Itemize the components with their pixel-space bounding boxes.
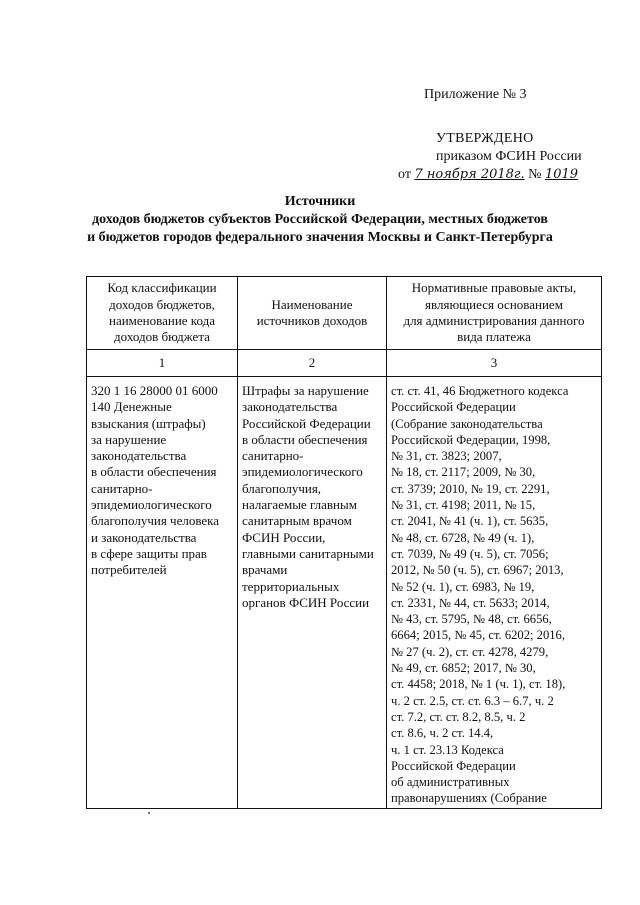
header-cell-name: Наименование источников доходов <box>238 277 387 350</box>
cell-income-source-name: Штрафы за нарушение законодательства Российской Федерации в области обеспечения санитарно- эпидемиологического благополучия, налагаемые главным санитарным врачом ФСИН России, главными санитарными врачами территориальных органов ФСИН России <box>238 377 387 809</box>
order-reference: приказом ФСИН России <box>436 149 582 164</box>
number-prefix: № <box>528 167 542 182</box>
scan-speck <box>148 812 150 814</box>
order-date-line <box>398 166 578 183</box>
approved-stamp-label: УТВЕРЖДЕНО <box>436 131 534 146</box>
title-line-1: Источники <box>284 194 356 209</box>
income-sources-table <box>86 276 602 809</box>
header-cell-code: Код классификации доходов бюджетов, наименование кода доходов бюджета <box>87 277 238 350</box>
column-number-3: 3 <box>387 350 602 377</box>
column-number-1: 1 <box>87 350 238 377</box>
cell-classification-code: 320 1 16 28000 01 6000 140 Денежные взыскания (штрафы) за нарушение законодательства в области обеспечения санитарно- эпидемиологического благополучия человека и законодательства в сфере защиты прав потребителей <box>87 377 238 809</box>
column-number-2: 2 <box>238 350 387 377</box>
header-cell-acts: Нормативные правовые акты, являющиеся основанием для администрирования данного вида платежа <box>387 277 602 350</box>
cell-legal-acts: ст. ст. 41, 46 Бюджетного кодекса Российской Федерации (Собрание законодательства Российской Федерации, 1998, № 31, ст. 3823; 2007, № 18, ст. 2117; 2009, № 30, ст. 3739; 2010, № 19, ст. 2291, № 31, ст. 4198; 2011, № 15, ст. 2041, № 41 (ч. 1), ст. 5635, № 48, ст. 6728, № 49 (ч. 1), ст. 7039, № 49 (ч. 5), ст. 7056; 2012, № 50 (ч. 5), ст. 6967; 2013, № 52 (ч. 1), ст. 6983, № 19, ст. 2331, № 44, ст. 5633; 2014, № 43, ст. 5795, № 48, ст. 6656, 6664; 2015, № 45, ст. 6202; 2016, № 27 (ч. 2), ст. ст. 4278, 4279, № 49, ст. 6852; 2017, № 30, ст. 4458; 2018, № 1 (ч. 1), ст. 18), ч. 2 ст. 2.5, ст. ст. 6.3 – 6.7, ч. 2 ст. 7.2, ст. ст. 8.2, 8.5, ч. 2 ст. 8.6, ч. 2 ст. 14.4, ч. 1 ст. 23.13 Кодекса Российской Федерации об административных правонарушениях (Собрание <box>387 377 602 809</box>
column-number-row <box>87 350 602 377</box>
date-prefix: от <box>398 167 411 182</box>
annex-label: Приложение № 3 <box>424 87 527 102</box>
table-header-row <box>87 277 602 350</box>
handwritten-date: 7 ноября 2018г. <box>414 167 525 182</box>
title-line-2: доходов бюджетов субъектов Российской Федерации, местных бюджетов <box>92 212 548 227</box>
handwritten-number: 1019 <box>544 167 579 182</box>
title-line-3: и бюджетов городов федерального значения Москвы и Санкт-Петербурга <box>87 230 553 245</box>
table-row <box>87 377 602 809</box>
document-title <box>60 193 580 247</box>
